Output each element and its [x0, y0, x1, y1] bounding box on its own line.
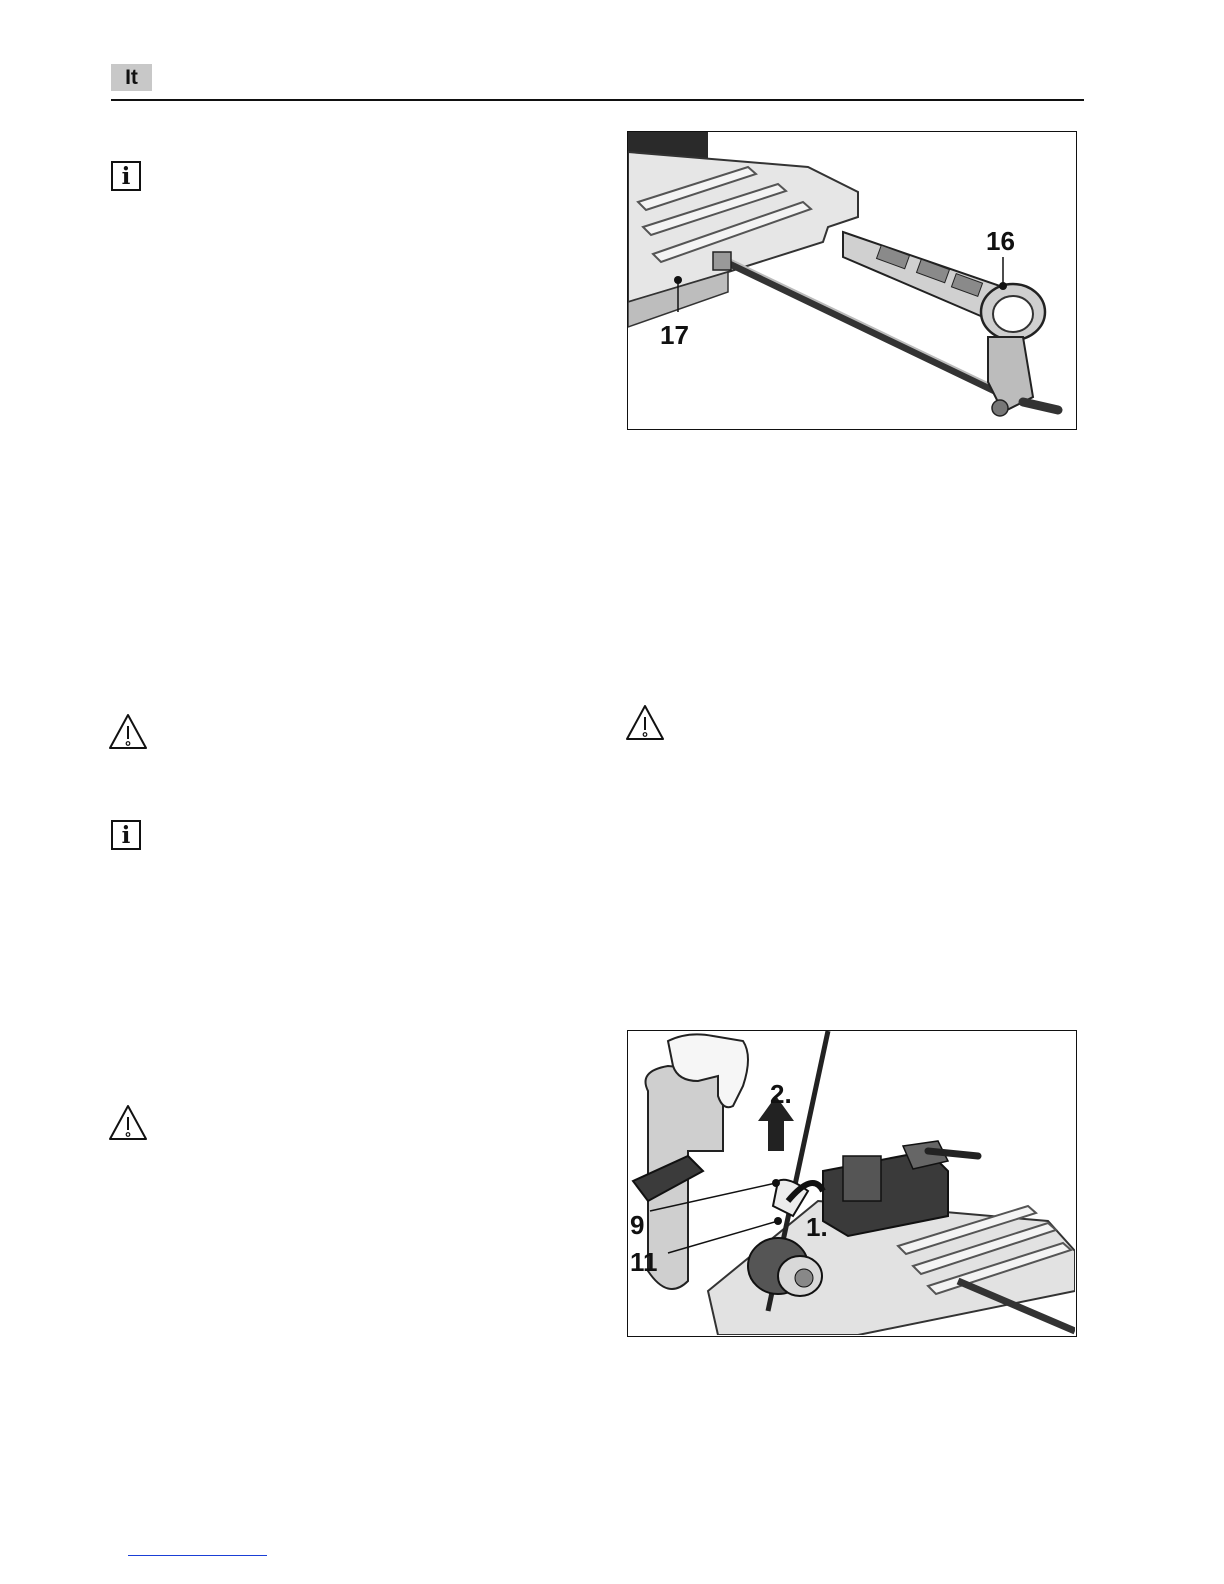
info-icon: i: [111, 820, 141, 850]
callout-16: 16: [986, 226, 1015, 256]
figure-blade-change: [627, 1030, 1077, 1337]
rod-fitting: [713, 252, 731, 270]
warning-triangle-icon: [625, 704, 665, 742]
callout-1: 1.: [806, 1212, 828, 1242]
footer-link-underline[interactable]: [128, 1555, 267, 1556]
warning-triangle-icon: [108, 1104, 148, 1142]
callout-2: 2.: [770, 1079, 792, 1109]
callout-11: 11: [630, 1247, 658, 1277]
warning-triangle-icon: [108, 713, 148, 751]
callout-17: 17: [660, 320, 689, 350]
base-handle-illustration: [628, 132, 1075, 428]
blade-change-illustration: [628, 1031, 1075, 1335]
language-tab: It: [111, 64, 152, 91]
info-icon: i: [111, 161, 141, 191]
callout-9: 9: [630, 1210, 645, 1240]
figure-base-handle: [627, 131, 1077, 430]
header-rule: [111, 99, 1084, 101]
